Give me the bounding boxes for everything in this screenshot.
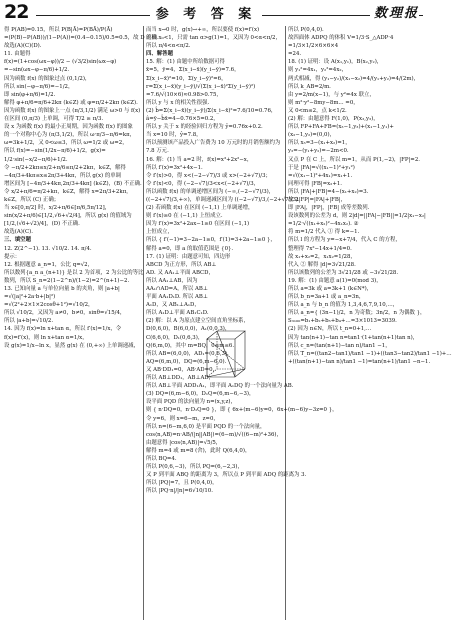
col3-line: y₃=−(y₁+y₂)=−2m<0. (288, 148, 349, 155)
col1-line: 提示： (4, 253, 21, 260)
col2-line: 所以 y 与 x 的相关性很强. (146, 99, 210, 106)
col2-line: 所以 AB⊥DD₁，AB⊥AD， (146, 375, 215, 382)
col3-line: 设该数列的公差为 d，则 2|d|=||FA|−|FB||=1/2|x₁−x₂| (288, 213, 426, 220)
col3-line: 所以 FP+FA+FB=(x₃−1,y₃)+(x₁−1,y₁)+ (288, 124, 394, 131)
col2-line: 所以 P(0,6,−3)，所以 PQ=(6,−2,3)， (146, 464, 243, 471)
col2-line: 所以 { f′(−1)=3−2a−1≥0，f′(1)=3+2a−1≥0 }， (146, 237, 276, 244)
col1-line: 12. 根据题意 a_n=1，公比 q=√2， (4, 261, 93, 268)
col2-line: 则 { n·DQ=0，n·D₁Q=0 }，即 { 6x+(m−6)y=0，6x+(m−6)y−3z=0 }， (146, 407, 338, 414)
col1-line: 在区间 (0,π/3) 上单调，可得 T/2 ≥ π/3. (4, 116, 104, 123)
col3-line: (x₂−1,y₂)=(0,0)， (288, 132, 335, 139)
col2-line: 令 f′(x)<0，得 (−2−√7)/3<x<(−2+√7)/3， (146, 180, 260, 187)
col1-line: −4π/3+4kπ≤x≤2π/3+4kπ，所以 g(x) 的单调 (4, 172, 122, 179)
col1-line: =√(2²+2×1×2cosθ+1²)=√10/2， (4, 302, 94, 309)
col3-line: 由 y=2/m(x−1)，与 y²=4x 联立， (288, 91, 375, 98)
col3-line: (2) 因为 n∈N，所以 t_n=0+1,… (288, 326, 372, 333)
page-number: 22 (4, 1, 29, 23)
column-divider (143, 26, 144, 620)
col1-line: 13. 已知向量 a 与单位向量 b 的夹角，则 |a+b| (4, 286, 120, 292)
col3-line: S₃₁₀₀=b₁+b₂+b₃+b₄+…=3×1013=3039. (288, 318, 397, 325)
col1-line: 三、填空题 (4, 237, 31, 244)
col2-line: x̄=5，ȳ=4，Σ(x_i−x̄)(y_i−ȳ)=7.6， (146, 67, 240, 74)
col2-line: 7.8 万元. (146, 148, 169, 155)
col1-line: 所以数列{a_n a_(n+1)} 是以 2 为首项，2 为公比的等比 (4, 269, 144, 276)
col3-line: 所以 x₃=3−(x₁+x₂)=1， (288, 140, 351, 147)
col3-line: 两式相减，得 (y₁−y₂)/(x₁−x₂)=4/(y₁+y₂)=4/(2m)， (288, 75, 419, 82)
col1-line: [1/2,(√6+√2)/4]，(D) 不正确. (4, 221, 80, 228)
column-divider (285, 26, 286, 620)
col2-line: 由题意得 |cos⟨n,AB⟩|=√5/5， (146, 439, 222, 446)
col3-line: 所以 l 的方程为 y=−x+7/4，代入 C 的方程， (288, 237, 401, 244)
prism-figure (201, 327, 251, 385)
col3-line: (2) 解：由题意得 F(1,0)，P(x₃,y₃)， (288, 116, 379, 123)
col2-line: 所以函数 f(x) 的单调递增区间为 (−∞,(−2−√7)/3)， (146, 188, 275, 195)
col3-line: +((tan(n+1)−tan n)/tan1 −1)=tan(n+1)/tan1 −n−1. (288, 358, 431, 365)
col3-line: 于是 |FA|=√((x₁−1)²+y₁²) (288, 164, 355, 171)
col2-line: Σ(x_i−x̄)²=10，Σ(y_i−ȳ)²=6， (146, 75, 227, 82)
col2-line: A₁D，又 AB₁⊥A₁D， (146, 302, 200, 309)
col3-line: 故 x₁+x₂=2，x₁x₂=1/28， (288, 253, 356, 260)
col2-line: =7.6/√(10×6)≈0.98>0.75， (146, 91, 222, 98)
col2-line: 的根 x₀<1，只需 tan α>g(1)=1，又因为 0<α<π/2， (146, 35, 281, 42)
col3-line: 则 m²·y²−8my−8m... =0， (288, 99, 359, 106)
col3-line: 所以 a_n 与 b_n 的值为 1,3,4,6,7,9,10,…， (288, 302, 399, 309)
col3-line: 因为 tan(n+1)−tan n=tan1·(1+tan(n+1)tan n)， (288, 334, 419, 341)
col3-line: 所以 a=3k 或 a=3k+1 (k∈N*)， (288, 286, 373, 292)
col3-line: 所以 T_n=((tan2−tan1)/tan1 −1)+((tan3−tan2)/tan1 −1)+… (288, 350, 452, 357)
col2-line: (2) 解：以 A 为原点建立空间直角坐标系， (146, 318, 249, 325)
col1-line: sin(x/2+π/6)∈[1/2,√6+√2/4]，所以 g(x) 的值域为 (4, 213, 132, 220)
col2-line: AQ=(6,m,0)，DQ=(6,m−6,0). (146, 358, 227, 365)
col1-line: f(x)=f′(x)，则 ln x+tan α=1/x， (4, 334, 88, 341)
col1-line: =√(|a|²+2a·b+|b|²) (4, 294, 56, 301)
col1-line: =(P(B)−P(AB))/(1−P(A))=(0.4−0.15)/0.5=0.5，故 D 正确. (4, 35, 159, 42)
col3-line: 18. (1) 证明：设 A(x₁,y₁)，B(x₂,y₂)， (288, 59, 383, 66)
col1-line: 11. 由题得 (4, 51, 31, 58)
col1-line: 的一个对称中心为 (π/3,1/2)，所以 ω·π/3−π/6=kπ， (4, 132, 136, 139)
col2-line: 所以 n=(6−m,6,0) 是平面 PQD 的一个法向量， (146, 423, 266, 430)
col2-line: 当 x=10 时，ŷ=7.8， (146, 132, 202, 139)
col3-line: 所以 a_n={ (3n−1)/2，n 为奇数；3n/2，n 为偶数 }， (288, 310, 426, 317)
col3-line: 代入 ② 解得 |d|=3√21/28. (288, 261, 356, 268)
col2-line: 因为 f′(x)=3x²+2ax−1≥0 在区间 (−1,1) (146, 221, 250, 228)
col2-line: Q(6,m,0)，其中 m=BQ，0≤m≤6. (146, 342, 235, 349)
col1-line: 设 g(x)=1/x−ln x，显然 g(x) 在 (0,+∞) 上单调递减， (4, 342, 139, 349)
col2-line: ((−2+√7)/3,+∞)，单调递减区间为 ((−2−√7)/3,(−2+√7)/3). (146, 196, 300, 203)
col1-line: 故选(A)(C)(D). (4, 43, 42, 50)
col1-line: 因为函数 f(x) 的图象上一点 (π/3,1/2) 满足 ω>0 与 f(x) (4, 107, 141, 114)
col3-line: 所以该数列的公差为 3√21/28 或 −3√21/28. (288, 269, 399, 276)
col2-line: 所以 AB⊥平面 ADD₁A₁，即平面 A₁DQ 的一个法向量为 AB. (146, 383, 294, 390)
col3-line: 19. 解：(1) 由题意 a(1)=0(mod 3)， (288, 277, 382, 284)
col2-line: (2) b̂=Σ(x_i−x̄)(y_i−ȳ)/Σ(x_i−x̄)²=7.6/10=0.76， (146, 107, 277, 114)
col3-line: 将 m=1/2 代入 ① 得 k=−1. (288, 229, 360, 236)
col2-line: 解得 a=0，即 a 的取值范围是 {0}. (146, 245, 234, 252)
col3-line: 故 2|FP|=|FA|+|FB|， (288, 196, 347, 203)
col3-line: 则 y₁²=4x₁，y₂²=4x₂， (288, 67, 347, 74)
col3-line: 所以 b_n=3a+1 或 a_n=3n， (288, 294, 365, 301)
col1-line: 14. 因为 f(x)=ln x+tan α，所以 f′(x)=1/x，令 (4, 326, 122, 333)
answer-column-3 (288, 26, 452, 622)
col1-line: 解得 φ+π/6=π/6+2kπ (k∈Z) 或 φ=π/2+2kπ (k∈Z). (4, 99, 138, 106)
col1-line: ω=3k+1/2，又 0<ω≤3，所以 ω=1/2 或 ω=2， (4, 140, 128, 147)
col1-line: 所以 |a+b|=√10/2. (4, 318, 54, 325)
col1-line: 1/2·sin(−x/2−π/6)+1/2. (4, 156, 68, 163)
col3-line: 整理得 7x²−14x+1/4=0. (288, 245, 352, 252)
col2-line: 设平面 PQD 的法向量为 n=(x,y,z)， (146, 399, 236, 406)
col3-line: =24. (288, 51, 302, 58)
col2-line: 所以 BQ=4. (146, 455, 177, 462)
col2-line: 17. (1) 证明：由题意可知，四边形 (146, 253, 231, 260)
col2-line: 又 P 到平面 ABQ 的距离为 3，所以点 P 到平面 ADQ 的距离为 3. (146, 472, 307, 479)
col2-line: ABCD 为正方形，所以 AB⊥ (146, 261, 217, 268)
col2-line: 令 y=6，则 x=6−m，z=0， (146, 415, 219, 422)
col2-line: 解得 m=4 或 m=8 (舍)，此时 Q(6,4,0)， (146, 447, 251, 454)
col1-line: 所以 f(x)=−sin(1/2x−π/6)+1/2，g(x)= (4, 148, 106, 155)
col3-line: =1/3×1/2×6×6×4 (288, 43, 339, 50)
col1-line: 12. Z(2^−1). 13. √10/2. 14. π/4. (4, 245, 92, 252)
col2-line: r=Σ(x_i−x̄)(y_i−ȳ)/√(Σ(x_i−x̄)²Σ(y_i−ȳ)²) (146, 83, 256, 90)
col1-line: 所以 sin(−φ−π/6)=−1/2， (4, 83, 74, 90)
col1-line: 数列，所以 S_n=2(1−2^n)/(1−2)=2^(n+1)−2. (4, 277, 130, 284)
col2-line: 所以 |PQ|=7，且 P(0,4,0)， (146, 480, 218, 487)
top-face (207, 331, 245, 339)
col2-line: 16. 解：(1) 当 a=2 时，f(x)=x³+2x²−x， (146, 156, 253, 163)
col2-line: C(6,6,0)，D₁(0,6,3)， (146, 334, 204, 341)
col2-line: 所以预测该产品投入广告费为 10 万元时的月销售额约为 (146, 140, 281, 147)
col3-line: 又点 P 在 C 上，所以 m=1，从而 P(1,−2)，|FP|=2. (288, 156, 420, 163)
col1-line: 当 x∈[0,π/2] 时，x/2+π/6∈[π/6,5π/12]， (4, 205, 111, 212)
col2-line: cos⟨n,AB⟩=n·AB/(|n||AB|)=(6−m)/√((6−m)²+36)， (146, 431, 282, 438)
col1-line: f(x)=(1+cos(ωx−φ))/2 − (√3/2)sin(ωx−φ) (4, 59, 117, 66)
col1-line: 增区间为 [−4π/3+4kπ,2π/3+4kπ] (k∈Z)，(B) 不正确. (4, 180, 142, 187)
col3-line: 即 |FA|，|FP|，|FB| 成等差数列. (288, 205, 370, 212)
col2-line: D(0,6,0)，B(6,0,0)，A₁(0,0,3)， (146, 326, 231, 333)
col1-line: 得 P(AB)=0.15，所以 P(B|Ā)=P(BĀ)/P(Ā) (4, 27, 113, 33)
col2-line: (3) DQ=(6,m−6,0)，D₁Q=(6,m−6,−3)， (146, 391, 255, 398)
col1-line: 设 x 为函数 f(x) 的最小正周期，因为函数 f(x) 的图象 (4, 124, 133, 131)
col3-line: 所以 k_AB=2/m. (288, 83, 331, 90)
brand-logo-text: 数理报 (370, 2, 419, 21)
col2-line: 又 AB·DD₁=0，AB·AD=0， (146, 366, 218, 373)
col2-line: â=ȳ−b̂x̄=4−0.76×5=0.2， (146, 116, 219, 123)
col1-line: 即 sin(φ+π/6)=1/2. (4, 91, 56, 98)
col3-line: 故四面体 ADPQ 的体积 V=1/3·S_△ADP·4 (288, 35, 394, 42)
col3-line: 所以 |FA|+|FB|=4−(x₁+x₂)=3. (288, 188, 369, 195)
col2-line: (2) 若函数 f(x) 在区间 (−1,1) 上单调递增， (146, 205, 254, 212)
col2-line: AD. 又 AA₁⊥平面 ABCD， (146, 269, 214, 276)
col2-line: 而当 x→0 时，g(x)→+∞，所以要使 f(x)=f′(x) (146, 27, 260, 33)
page-title: 参 考 答 案 (150, 3, 262, 20)
col1-line: =−sin(ωx−φ−π/6)+1/2. (4, 67, 70, 74)
col3-line: =√((x₁−1)²+4x₁)=x₁+1. (288, 172, 353, 179)
col2-line: 上恒成立， (146, 229, 173, 236)
col3-line: 所以 P(0,4,0). (288, 27, 324, 33)
col2-line: 所以 y 关于 x 的经验回归方程为 ŷ=0.76x+0.2. (146, 124, 263, 131)
col2-line: 所以 |PQ·n|/|n|=6√10/10. (146, 488, 213, 495)
col2-line: 令 f′(x)>0，得 x<(−2−√7)/3 或 x>(−2+√7)/3； (146, 172, 271, 179)
col1-line: 令 −π/2+2kπ≤x/2+π/6≤π/2+2kπ，k∈Z，解得 (4, 164, 126, 171)
col3-line: 又 0<m≤2，点 k<1/2. (288, 107, 347, 114)
col2-line: AA₁∩AD=A，所以 AB⊥ (146, 286, 208, 292)
col2-line: 平面 AA₁D₁D. 所以 AB⊥ (146, 294, 208, 301)
col3-line: =1/2·√((x₁+x₂)²−4x₁x₂). ② (288, 221, 359, 228)
page-header (0, 0, 427, 24)
col1-line: 故选(A)(C). (4, 229, 33, 236)
col2-line: 所以 A₁D⊥平面 AB₁C₁D. (146, 310, 209, 317)
col1-line: 令 x/2+π/6=π/2+kπ，k∈Z，解得 x=2π/3+2kπ， (4, 188, 132, 195)
col2-line: 所以 AB=(6,0,0)，AD₁=(0,6,3)， (146, 350, 233, 357)
col2-line: 所以 π/4<α<π/2. (146, 43, 191, 50)
col3-line: 同理可得 |FB|=x₂+1. (288, 180, 342, 187)
col1-line: k∈Z，所以 (C) 正确； (4, 196, 60, 203)
col1-line: 因为函数 f(x) 的图象过点 (0,1/2)， (4, 75, 91, 82)
col2-line: 所以 AA₁⊥AB，因为 (146, 277, 198, 284)
col1-line: 所以 √10/2，又因为 a≠0，b≠0，sinθ=√15/4， (4, 310, 126, 317)
col3-line: 所以 c_n=(tan(n+1)−tan n)/tan1 −1， (288, 342, 391, 349)
col2-line: 15. 解：(1) 由题中所给数据可得 (146, 59, 225, 66)
col2-line: 四、解答题 (146, 51, 173, 58)
col2-line: 所以 f′(x)=3x²+4x−1. (146, 164, 203, 171)
col2-line: 则 f′(x)≥0 在 (−1,1) 上恒成立. (146, 213, 223, 220)
